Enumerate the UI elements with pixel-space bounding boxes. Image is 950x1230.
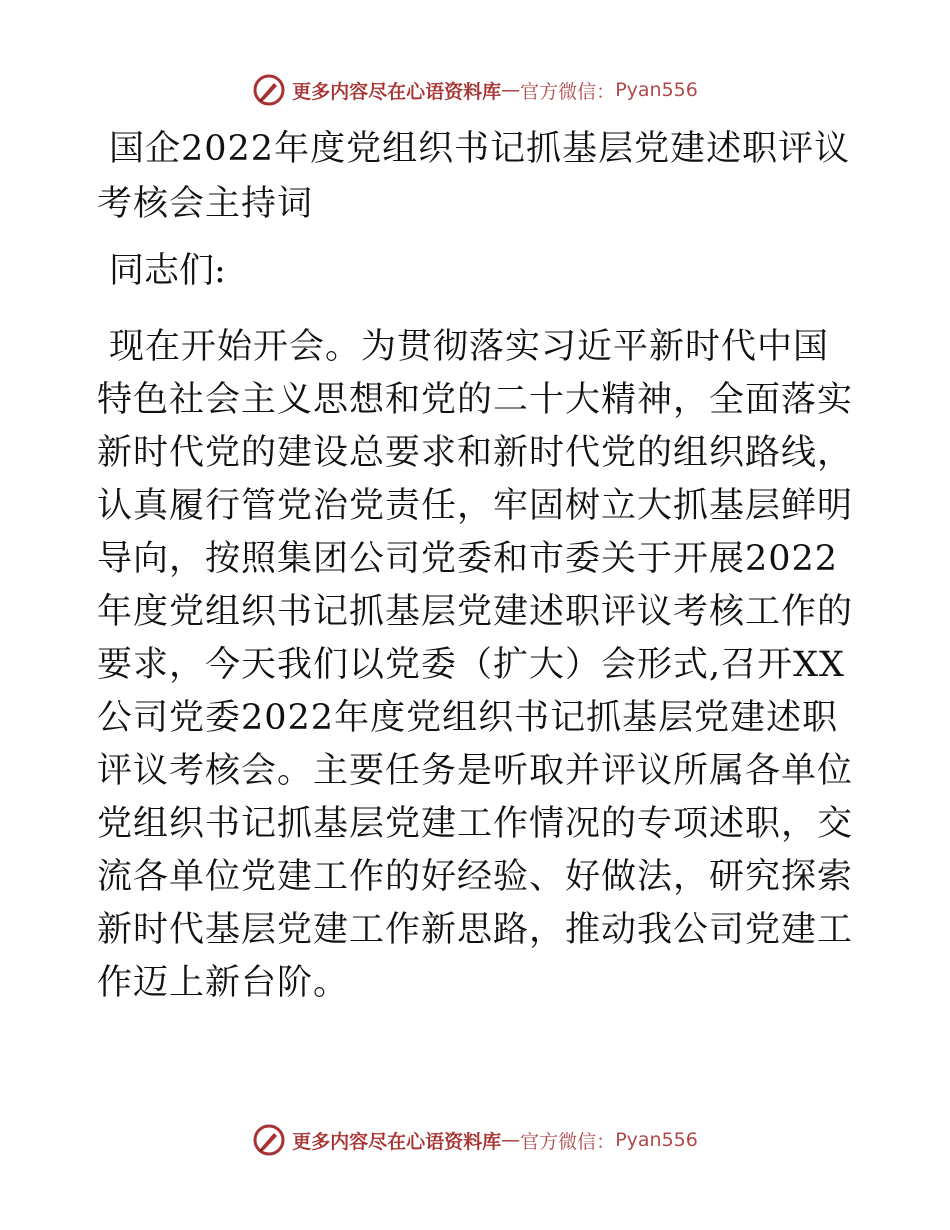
banner-label: 官方微信： [520, 1130, 616, 1153]
banner-separator: — [501, 1129, 521, 1151]
body-paragraph: 现在开始开会。为贯彻落实习近平新时代中国特色社会主义思想和党的二十大精神，全面落实新时代党的建设总要求和新时代党的组织路线，认真履行管党治党责任，牢固树立大抓基层鲜明导向，按照集团公司党委和市委关于开展2022年度党组织书记抓基层党建述职评议考核工作的要求，今天我们以党委（扩大）会形式,召开XX公司党委2022年度党组织书记抓基层党建述职评议考核会。主要任务是听取并评议所属各单位党组织书记抓基层党建工作情况的专项述职，交流各单位党建工作的好经验、好做法，研究探索新时代基层党建工作新思路，推动我公司党建工作迈上新台阶。 [97, 327, 854, 1003]
document-body [97, 122, 857, 1010]
banner-account: Pyan556 [615, 79, 698, 101]
pen-logo-icon [252, 1123, 286, 1157]
greeting: 同志们: [109, 251, 226, 291]
footer-watermark-banner [0, 1120, 950, 1160]
pen-logo-icon [252, 73, 286, 107]
banner-account: Pyan556 [615, 1129, 698, 1151]
banner-brand: 更多内容尽在心语资料库 [292, 1130, 502, 1153]
banner-label: 官方微信： [520, 80, 616, 103]
banner-brand: 更多内容尽在心语资料库 [292, 80, 502, 103]
header-watermark-banner [0, 70, 950, 110]
banner-separator: — [501, 79, 521, 101]
document-title: 国企2022年度党组织书记抓基层党建述职评议考核会主持词 [97, 129, 851, 224]
